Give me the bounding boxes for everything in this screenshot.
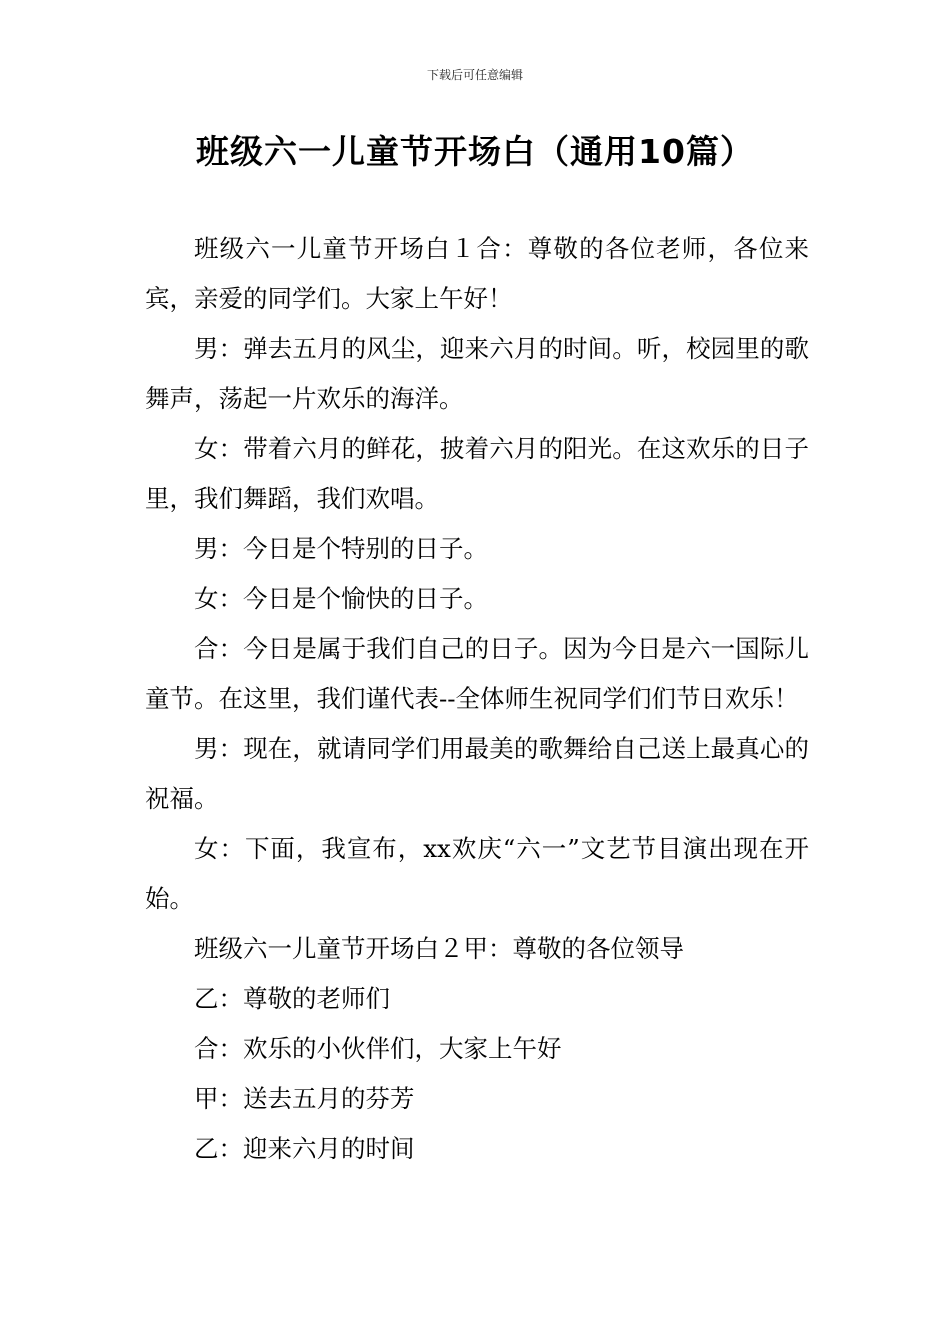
paragraph: 男：现在，就请同学们用最美的歌舞给自己送上最真心的祝福。 [145, 734, 809, 813]
document-body [145, 224, 809, 1174]
paragraph: 女：带着六月的鲜花，披着六月的阳光。在这欢乐的日子里，我们舞蹈，我们欢唱。 [145, 434, 809, 513]
paragraph: 合：今日是属于我们自己的日子。因为今日是六一国际儿童节。在这里，我们谨代表--全体师生祝同学们们节日欢乐！ [145, 634, 809, 713]
paragraph: 女：下面，我宣布，xx欢庆“六一”文艺节目演出现在开始。 [145, 834, 809, 913]
paragraph: 乙：迎来六月的时间 [194, 1134, 415, 1163]
paragraph: 乙：尊敬的老师们 [194, 984, 390, 1013]
paragraph: 班级六一儿童节开场白１合：尊敬的各位老师，各位来宾，亲爱的同学们。大家上午好！ [145, 234, 809, 313]
paragraph: 男：今日是个特别的日子。 [194, 534, 488, 563]
paragraph: 合：欢乐的小伙伴们，大家上午好 [194, 1034, 562, 1063]
header-note: 下载后可任意编辑 [426, 68, 523, 82]
paragraph: 班级六一儿童节开场白２甲：尊敬的各位领导 [194, 934, 684, 963]
document-title: 班级六一儿童节开场白（通用10篇） [196, 132, 754, 171]
paragraph: 女：今日是个愉快的日子。 [194, 584, 488, 613]
paragraph: 男：弹去五月的风尘，迎来六月的时间。听，校园里的歌舞声，荡起一片欢乐的海洋。 [145, 334, 809, 413]
paragraph: 甲：送去五月的芬芳 [194, 1084, 415, 1113]
